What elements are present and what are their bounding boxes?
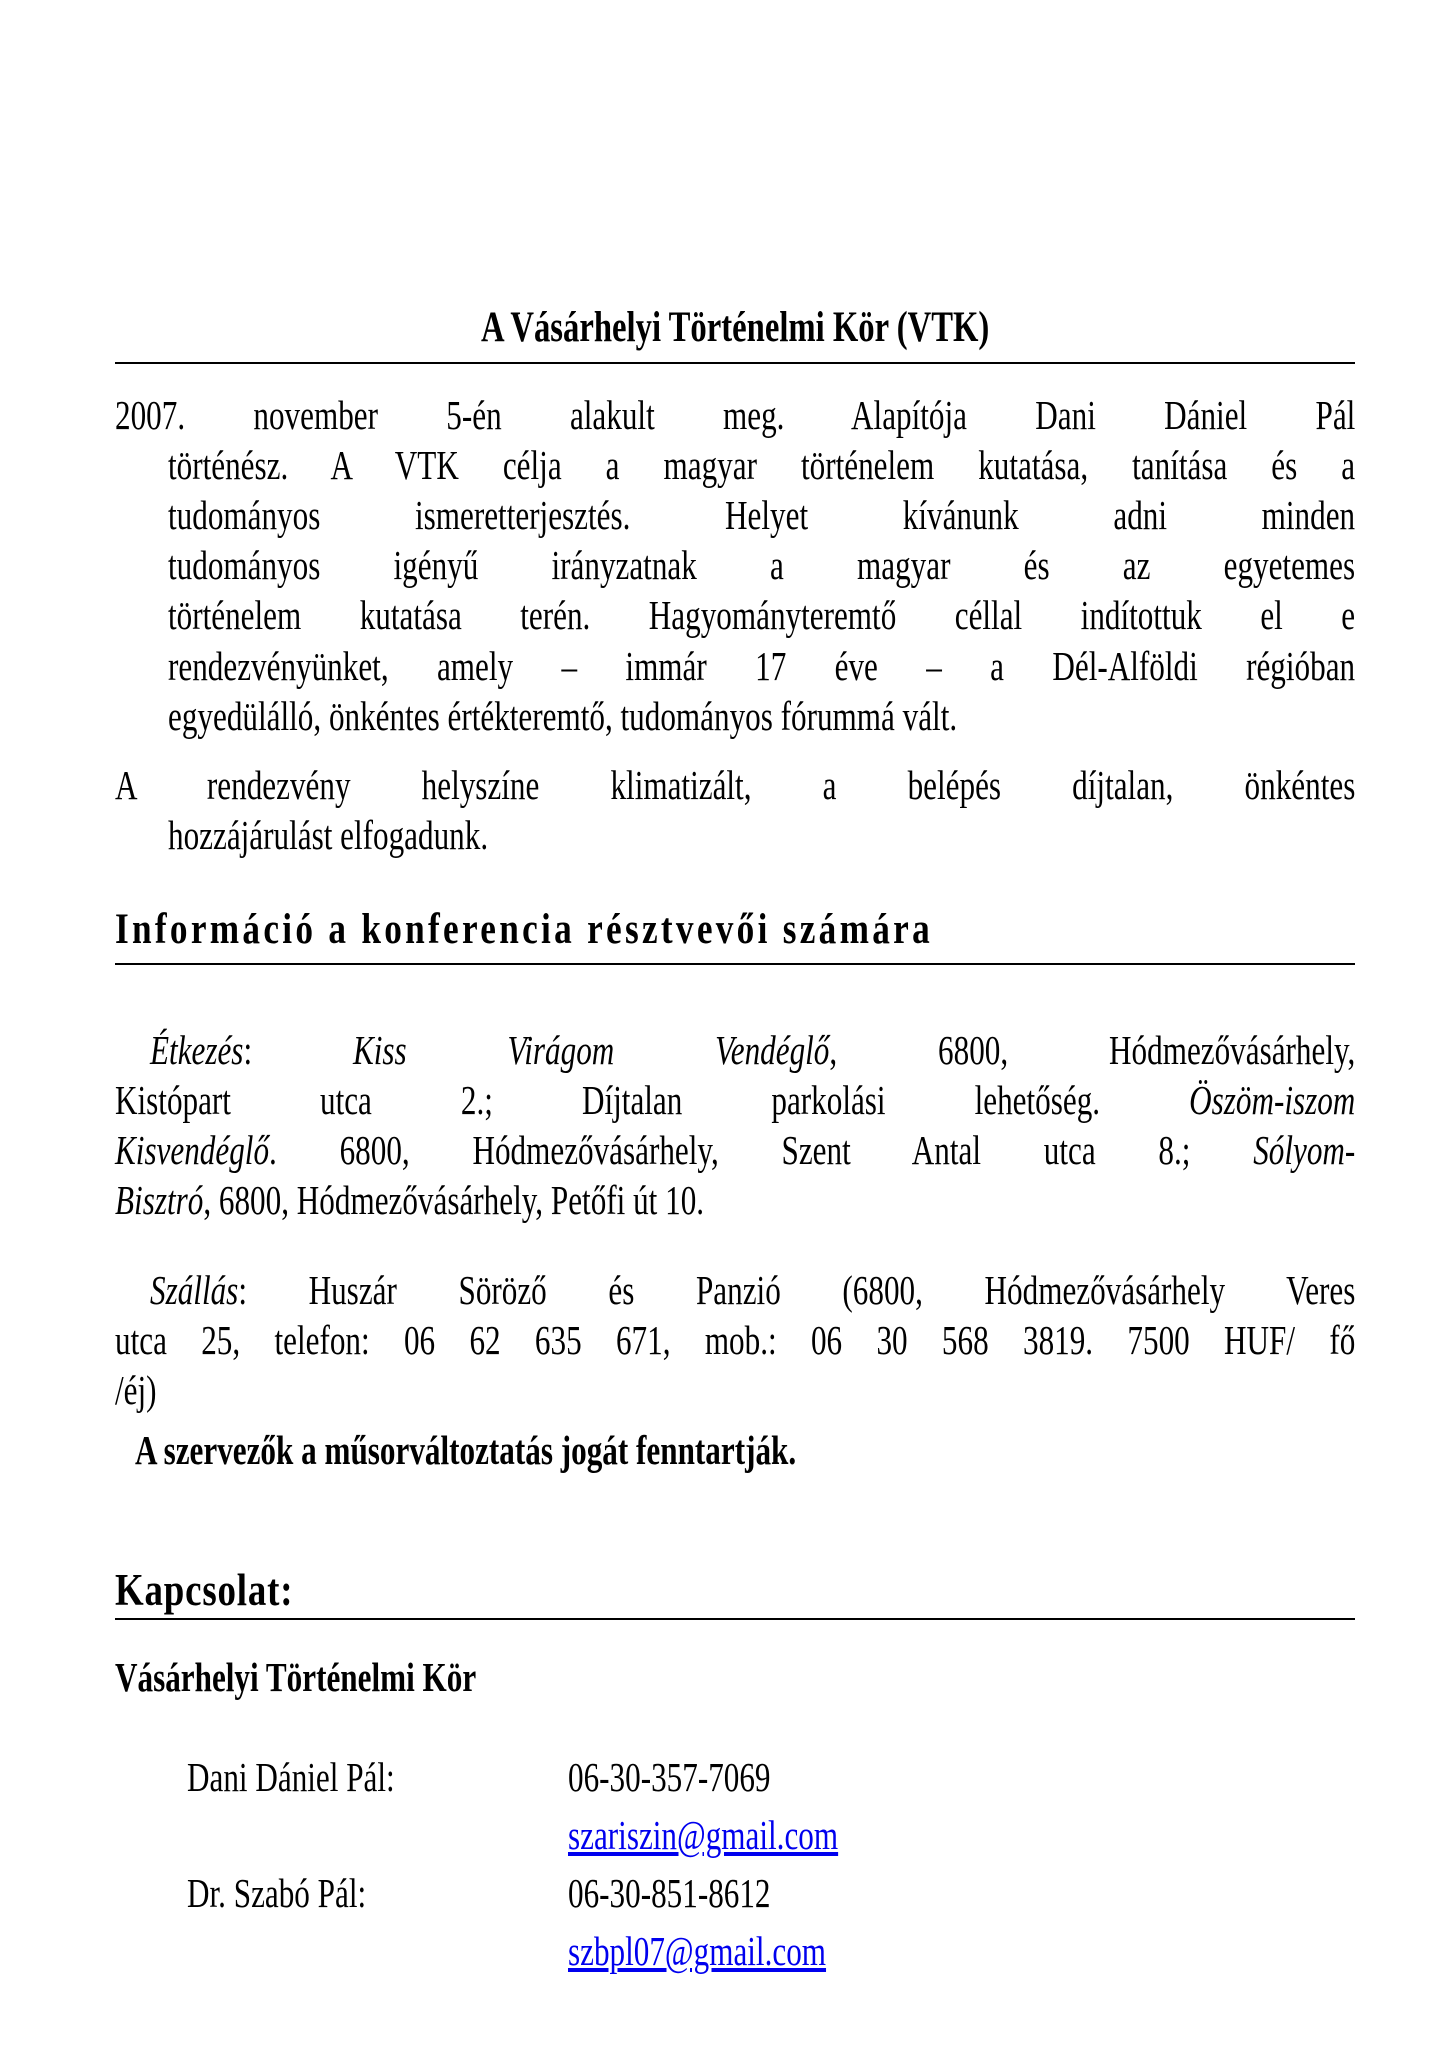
contact-rule (115, 1618, 1355, 1620)
venue-line: hozzájárulást elfogadunk. (168, 812, 489, 858)
page-title: A Vásárhelyi Történelmi Kör (VTK) (480, 304, 990, 351)
intro-line: egyedülálló, önkéntes értékteremtő, tudományos fórummá vált. (168, 693, 958, 739)
contact-phone: 06-30-851-8612 (568, 1870, 771, 1916)
title-rule (115, 362, 1355, 364)
email-link[interactable]: szariszin@gmail.com (568, 1812, 839, 1858)
intro-line: történész. A VTK célja a magyar történelem kutatása, tanítása és a (168, 442, 1356, 488)
intro-line: tudományos ismeretterjesztés. Helyet kívánunk adni minden (168, 492, 1356, 538)
org-name: Vásárhelyi Történelmi Kör (115, 1654, 477, 1700)
email-link[interactable]: szbpl07@gmail.com (568, 1928, 827, 1974)
food-label: Étkezés (150, 1027, 244, 1073)
restaurant-name: Öszöm-iszom (1189, 1077, 1356, 1123)
contact-phone: 06-30-357-7069 (568, 1754, 771, 1800)
contact-name: Dr. Szabó Pál: (187, 1870, 367, 1916)
contact-heading: Kapcsolat: (115, 1565, 294, 1615)
notice: A szervezők a műsorváltoztatás jogát fenntartják. (135, 1427, 797, 1473)
venue-line: A rendezvény helyszíne klimatizált, a belépés díjtalan, önkéntes (115, 762, 1356, 808)
restaurant-name: Sólyom- (1253, 1127, 1356, 1173)
info-rule (115, 963, 1355, 965)
intro-line: 2007. november 5-én alakult meg. Alapítója Dani Dániel Pál (115, 392, 1356, 438)
intro-line: történelem kutatása terén. Hagyományteremtő céllal indítottuk el e (168, 592, 1356, 638)
restaurant-name: Kiss Virágom Vendéglő (352, 1027, 830, 1073)
info-heading: Információ a konferencia résztvevői számára (115, 906, 933, 953)
contact-name: Dani Dániel Pál: (187, 1754, 395, 1800)
restaurant-name: Kisvendéglő (115, 1127, 270, 1173)
restaurant-name: Bisztró (115, 1177, 204, 1223)
lodging-label: Szállás (150, 1267, 239, 1313)
intro-line: rendezvényünket, amely – immár 17 éve – a Dél-Alföldi régióban (168, 643, 1356, 689)
intro-line: tudományos igényű irányzatnak a magyar és az egyetemes (168, 542, 1356, 588)
